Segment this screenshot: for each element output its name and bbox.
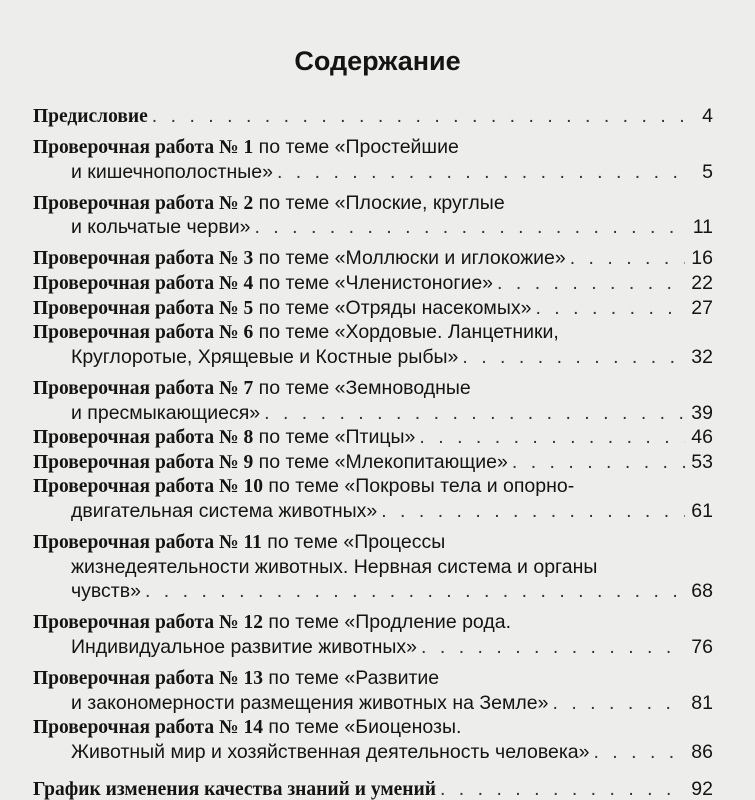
leader-dots <box>254 215 685 240</box>
entry-topic-continued: и кольчатые черви» <box>71 216 251 239</box>
page-number: 39 <box>691 401 713 424</box>
page-number: 61 <box>691 499 713 522</box>
entry-title: Проверочная работа № 10 <box>33 476 263 498</box>
toc-entry-work-6[interactable] <box>33 320 713 369</box>
toc-entry-work-5[interactable] <box>33 296 713 321</box>
entry-topic-continued: и кишечнополостные» <box>71 160 273 183</box>
toc-entry-work-12[interactable] <box>33 610 713 659</box>
entry-topic-continued-2: чувств» <box>71 580 141 603</box>
page-number: 86 <box>691 740 713 763</box>
entry-title: Проверочная работа № 4 <box>33 273 254 295</box>
entry-topic: по теме «Покровы тела и опорно- <box>262 475 575 498</box>
entry-title: Проверочная работа № 2 <box>33 192 254 214</box>
toc-entry-work-1[interactable] <box>33 135 713 184</box>
entry-title: Проверочная работа № 1 <box>33 137 254 159</box>
entry-title: Проверочная работа № 11 <box>33 532 262 553</box>
toc-entry-work-10[interactable] <box>33 474 713 523</box>
page-number: 22 <box>691 272 713 295</box>
entry-topic-continued: двигательная система животных» <box>71 499 378 522</box>
toc-entry-work-11[interactable] <box>33 530 713 604</box>
toc-entry-work-8[interactable] <box>33 425 713 450</box>
page-number: 76 <box>691 635 713 658</box>
toc-entry-work-3[interactable] <box>33 246 713 271</box>
page-number: 68 <box>691 580 713 603</box>
leader-dots <box>462 345 685 370</box>
leader-dots <box>152 104 685 129</box>
entry-title: Предисловие <box>33 106 148 127</box>
leader-dots <box>145 579 685 604</box>
entry-topic: по теме «Развитие <box>262 666 440 689</box>
entry-topic: по теме «Птицы» <box>253 426 416 449</box>
entry-topic: по теме «Хордовые. Ланцетники, <box>253 321 559 344</box>
page-number: 5 <box>702 160 713 183</box>
toc-entry-work-14[interactable] <box>33 715 713 764</box>
entry-title: Проверочная работа № 6 <box>33 322 254 344</box>
entry-topic-continued: Индивидуальное развитие животных» <box>71 635 418 658</box>
entry-title: Проверочная работа № 8 <box>33 427 254 449</box>
page-number: 81 <box>691 691 713 714</box>
leader-dots <box>512 450 685 475</box>
entry-topic-continued: и закономерности размещения животных на Земле» <box>71 691 549 714</box>
leader-dots <box>419 425 685 450</box>
entry-topic: по теме «Продление рода. <box>262 611 511 634</box>
entry-title: Проверочная работа № 9 <box>33 451 254 473</box>
entry-topic-continued: Животный мир и хозяйственная деятельность человека» <box>71 740 590 763</box>
page-number: 16 <box>691 247 713 270</box>
page-number: 46 <box>691 426 713 449</box>
page-number: 27 <box>691 296 713 319</box>
leader-dots <box>440 777 685 800</box>
entry-topic: по теме «Простейшие <box>253 136 459 159</box>
entry-topic-continued: Круглоротые, Хрящевые и Костные рыбы» <box>71 345 459 368</box>
entry-title: Проверочная работа № 13 <box>33 667 263 689</box>
entry-topic: по теме «Членистоногие» <box>253 272 494 295</box>
page-number: 11 <box>692 216 713 239</box>
table-of-contents <box>33 104 713 800</box>
toc-entry-preface[interactable] <box>33 104 713 129</box>
entry-topic: по теме «Земноводные <box>253 376 471 399</box>
entry-title: График изменения качества знаний и умений <box>33 779 436 800</box>
page-number: 4 <box>702 105 713 127</box>
entry-topic: по теме «Процессы <box>261 531 446 553</box>
leader-dots <box>535 296 685 321</box>
leader-dots <box>264 401 685 426</box>
page-number: 92 <box>691 778 713 800</box>
page-number: 53 <box>691 450 713 473</box>
entry-topic-continued: и пресмыкающиеся» <box>71 401 261 424</box>
leader-dots <box>570 246 685 271</box>
entry-title: Проверочная работа № 14 <box>33 717 263 739</box>
entry-topic-continued: жизнедеятельности животных. Нервная система и органы <box>71 555 598 578</box>
entry-topic: по теме «Плоские, круглые <box>253 191 505 214</box>
toc-entry-work-4[interactable] <box>33 271 713 296</box>
entry-title: Проверочная работа № 5 <box>33 297 254 319</box>
toc-entry-chart[interactable] <box>33 777 713 800</box>
leader-dots <box>277 160 685 185</box>
page-number: 32 <box>691 345 713 368</box>
leader-dots <box>381 499 685 524</box>
leader-dots <box>552 691 685 716</box>
toc-entry-work-2[interactable] <box>33 191 713 240</box>
entry-title: Проверочная работа № 12 <box>33 612 263 634</box>
leader-dots <box>497 271 685 296</box>
toc-entry-work-7[interactable] <box>33 376 713 425</box>
leader-dots <box>421 635 685 660</box>
page-title: Содержание <box>294 46 461 76</box>
toc-entry-work-9[interactable] <box>33 450 713 475</box>
leader-dots <box>593 740 685 765</box>
entry-title: Проверочная работа № 3 <box>33 248 254 270</box>
entry-title: Проверочная работа № 7 <box>33 377 254 399</box>
entry-topic: по теме «Биоценозы. <box>262 716 462 739</box>
toc-entry-work-13[interactable] <box>33 666 713 715</box>
entry-topic: по теме «Млекопитающие» <box>253 450 508 473</box>
entry-topic: по теме «Отряды насекомых» <box>253 296 532 319</box>
entry-topic: по теме «Моллюски и иглокожие» <box>253 247 566 270</box>
